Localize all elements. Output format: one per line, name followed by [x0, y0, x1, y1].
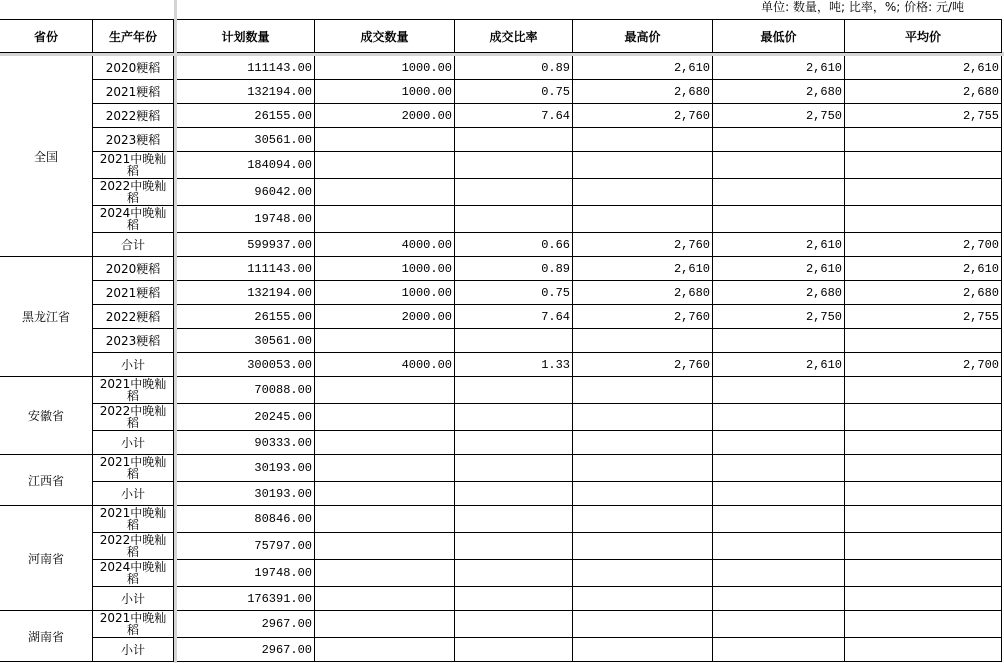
- deal-qty-cell: [315, 533, 455, 560]
- avg-price-cell: [845, 431, 1002, 455]
- avg-price-cell: 2,755: [845, 305, 1002, 329]
- year-label: 2022中晚籼稻: [99, 179, 167, 205]
- min-price-cell: 2,680: [713, 80, 845, 104]
- deal-ratio-cell: 7.64: [455, 104, 573, 128]
- year-cell: 2023粳稻: [93, 128, 174, 152]
- min-price-cell: [713, 404, 845, 431]
- plan-qty-cell: 80846.00: [177, 506, 315, 533]
- deal-ratio-cell: [455, 404, 573, 431]
- plan-qty-cell: 30193.00: [177, 482, 315, 506]
- plan-qty-cell: 75797.00: [177, 533, 315, 560]
- plan-qty-cell: 132194.00: [177, 281, 315, 305]
- avg-price-cell: 2,680: [845, 80, 1002, 104]
- avg-price-cell: [845, 611, 1002, 638]
- max-price-cell: [573, 431, 713, 455]
- avg-price-cell: 2,680: [845, 281, 1002, 305]
- plan-qty-cell: 132194.00: [177, 80, 315, 104]
- min-price-cell: [713, 179, 845, 206]
- plan-qty-cell: 26155.00: [177, 305, 315, 329]
- year-cell: [93, 377, 174, 404]
- year-label: 2021中晚籼稻: [99, 377, 167, 403]
- min-price-cell: 2,610: [713, 56, 845, 80]
- year-cell: 2022粳稻: [93, 104, 174, 128]
- deal-qty-cell: 2000.00: [315, 104, 455, 128]
- min-price-cell: [713, 152, 845, 179]
- max-price-cell: 2,760: [573, 353, 713, 377]
- max-price-cell: [573, 404, 713, 431]
- year-label: 2022中晚籼稻: [99, 533, 167, 559]
- year-cell: 小计: [93, 587, 174, 611]
- deal-ratio-cell: [455, 638, 573, 662]
- deal-qty-cell: [315, 638, 455, 662]
- deal-qty-cell: [315, 377, 455, 404]
- plan-qty-cell: 111143.00: [177, 257, 315, 281]
- plan-qty-cell: 19748.00: [177, 560, 315, 587]
- deal-ratio-cell: 0.89: [455, 257, 573, 281]
- year-cell: [93, 611, 174, 638]
- max-price-cell: [573, 377, 713, 404]
- deal-ratio-cell: [455, 482, 573, 506]
- avg-price-cell: 2,610: [845, 56, 1002, 80]
- deal-qty-cell: [315, 152, 455, 179]
- year-cell: [93, 206, 174, 233]
- year-cell: 小计: [93, 482, 174, 506]
- max-price-cell: [573, 482, 713, 506]
- deal-ratio-cell: [455, 377, 573, 404]
- year-cell: 2020粳稻: [93, 56, 174, 80]
- avg-price-cell: [845, 404, 1002, 431]
- max-price-cell: 2,760: [573, 305, 713, 329]
- min-price-cell: 2,750: [713, 104, 845, 128]
- header-avg-price: 平均价: [845, 19, 1002, 53]
- province-cell: 江西省: [0, 455, 93, 506]
- deal-qty-cell: [315, 128, 455, 152]
- max-price-cell: [573, 587, 713, 611]
- year-cell: [93, 152, 174, 179]
- deal-qty-cell: [315, 455, 455, 482]
- avg-price-cell: [845, 533, 1002, 560]
- deal-qty-cell: [315, 506, 455, 533]
- max-price-cell: 2,760: [573, 233, 713, 257]
- max-price-cell: 2,680: [573, 80, 713, 104]
- year-label: 2021中晚籼稻: [99, 611, 167, 637]
- min-price-cell: 2,610: [713, 353, 845, 377]
- deal-ratio-cell: [455, 179, 573, 206]
- avg-price-cell: [845, 506, 1002, 533]
- avg-price-cell: [845, 179, 1002, 206]
- avg-price-cell: [845, 638, 1002, 662]
- max-price-cell: [573, 128, 713, 152]
- year-cell: [93, 560, 174, 587]
- min-price-cell: [713, 638, 845, 662]
- deal-ratio-cell: 0.75: [455, 80, 573, 104]
- deal-qty-cell: 4000.00: [315, 353, 455, 377]
- deal-ratio-cell: [455, 455, 573, 482]
- province-cell: 湖南省: [0, 611, 93, 662]
- max-price-cell: [573, 506, 713, 533]
- year-cell: 小计: [93, 431, 174, 455]
- min-price-cell: [713, 377, 845, 404]
- year-label: 2021中晚籼稻: [99, 455, 167, 481]
- year-cell: 2023粳稻: [93, 329, 174, 353]
- year-cell: 2020粳稻: [93, 257, 174, 281]
- plan-qty-cell: 20245.00: [177, 404, 315, 431]
- avg-price-cell: 2,755: [845, 104, 1002, 128]
- min-price-cell: 2,680: [713, 281, 845, 305]
- max-price-cell: 2,610: [573, 56, 713, 80]
- min-price-cell: [713, 533, 845, 560]
- deal-qty-cell: 1000.00: [315, 56, 455, 80]
- year-cell: [93, 455, 174, 482]
- deal-qty-cell: [315, 179, 455, 206]
- year-cell: 小计: [93, 353, 174, 377]
- deal-qty-cell: [315, 431, 455, 455]
- max-price-cell: [573, 611, 713, 638]
- plan-qty-cell: 70088.00: [177, 377, 315, 404]
- deal-ratio-cell: [455, 611, 573, 638]
- min-price-cell: [713, 587, 845, 611]
- plan-qty-cell: 2967.00: [177, 638, 315, 662]
- header-province: 省份: [0, 19, 93, 53]
- avg-price-cell: [845, 482, 1002, 506]
- plan-qty-cell: 2967.00: [177, 611, 315, 638]
- min-price-cell: [713, 206, 845, 233]
- max-price-cell: [573, 206, 713, 233]
- avg-price-cell: [845, 152, 1002, 179]
- max-price-cell: [573, 329, 713, 353]
- province-cell: 黑龙江省: [0, 257, 93, 377]
- avg-price-cell: [845, 128, 1002, 152]
- avg-price-cell: 2,700: [845, 353, 1002, 377]
- max-price-cell: 2,760: [573, 104, 713, 128]
- min-price-cell: 2,750: [713, 305, 845, 329]
- max-price-cell: [573, 152, 713, 179]
- max-price-cell: 2,610: [573, 257, 713, 281]
- header-max-price: 最高价: [573, 19, 713, 53]
- year-cell: 2022粳稻: [93, 305, 174, 329]
- plan-qty-cell: 30561.00: [177, 128, 315, 152]
- avg-price-cell: [845, 587, 1002, 611]
- deal-qty-cell: [315, 206, 455, 233]
- deal-ratio-cell: [455, 128, 573, 152]
- deal-ratio-cell: 7.64: [455, 305, 573, 329]
- deal-qty-cell: 1000.00: [315, 281, 455, 305]
- avg-price-cell: 2,700: [845, 233, 1002, 257]
- header-plan-qty: 计划数量: [177, 19, 315, 53]
- min-price-cell: [713, 560, 845, 587]
- plan-qty-cell: 19748.00: [177, 206, 315, 233]
- max-price-cell: 2,680: [573, 281, 713, 305]
- deal-qty-cell: [315, 611, 455, 638]
- province-cell: 安徽省: [0, 377, 93, 455]
- year-cell: 2021粳稻: [93, 80, 174, 104]
- deal-qty-cell: 1000.00: [315, 257, 455, 281]
- min-price-cell: [713, 431, 845, 455]
- year-label: 2024中晚籼稻: [99, 206, 167, 232]
- header-deal-qty: 成交数量: [315, 19, 455, 53]
- year-cell: [93, 506, 174, 533]
- year-cell: 2021粳稻: [93, 281, 174, 305]
- plan-qty-cell: 90333.00: [177, 431, 315, 455]
- min-price-cell: 2,610: [713, 233, 845, 257]
- year-cell: [93, 533, 174, 560]
- min-price-cell: [713, 482, 845, 506]
- deal-qty-cell: [315, 482, 455, 506]
- min-price-cell: [713, 506, 845, 533]
- deal-qty-cell: [315, 329, 455, 353]
- avg-price-cell: 2,610: [845, 257, 1002, 281]
- plan-qty-cell: 30561.00: [177, 329, 315, 353]
- max-price-cell: [573, 179, 713, 206]
- plan-qty-cell: 599937.00: [177, 233, 315, 257]
- avg-price-cell: [845, 560, 1002, 587]
- province-cell: 河南省: [0, 506, 93, 611]
- year-label: 2024中晚籼稻: [99, 560, 167, 586]
- deal-qty-cell: 1000.00: [315, 80, 455, 104]
- max-price-cell: [573, 560, 713, 587]
- plan-qty-cell: 176391.00: [177, 587, 315, 611]
- deal-ratio-cell: [455, 533, 573, 560]
- deal-ratio-cell: [455, 431, 573, 455]
- max-price-cell: [573, 455, 713, 482]
- deal-qty-cell: [315, 404, 455, 431]
- deal-qty-cell: [315, 560, 455, 587]
- min-price-cell: 2,610: [713, 257, 845, 281]
- avg-price-cell: [845, 329, 1002, 353]
- deal-ratio-cell: [455, 206, 573, 233]
- plan-qty-cell: 26155.00: [177, 104, 315, 128]
- province-cell: 全国: [0, 56, 93, 257]
- deal-ratio-cell: 1.33: [455, 353, 573, 377]
- plan-qty-cell: 96042.00: [177, 179, 315, 206]
- deal-ratio-cell: [455, 329, 573, 353]
- avg-price-cell: [845, 377, 1002, 404]
- deal-ratio-cell: [455, 152, 573, 179]
- header-min-price: 最低价: [713, 19, 845, 53]
- min-price-cell: [713, 128, 845, 152]
- deal-ratio-cell: [455, 560, 573, 587]
- header-deal-ratio: 成交比率: [455, 19, 573, 53]
- deal-ratio-cell: 0.89: [455, 56, 573, 80]
- header-year: 生产年份: [93, 19, 174, 53]
- min-price-cell: [713, 329, 845, 353]
- unit-note: 单位: 数量，吨; 比率，%; 价格: 元/吨: [761, 0, 964, 14]
- min-price-cell: [713, 611, 845, 638]
- year-cell: [93, 179, 174, 206]
- year-label: 2021中晚籼稻: [99, 152, 167, 178]
- year-cell: [93, 404, 174, 431]
- year-cell: 小计: [93, 638, 174, 662]
- max-price-cell: [573, 533, 713, 560]
- deal-ratio-cell: 0.66: [455, 233, 573, 257]
- year-cell: 合计: [93, 233, 174, 257]
- deal-qty-cell: 2000.00: [315, 305, 455, 329]
- min-price-cell: [713, 455, 845, 482]
- deal-ratio-cell: [455, 506, 573, 533]
- plan-qty-cell: 300053.00: [177, 353, 315, 377]
- avg-price-cell: [845, 455, 1002, 482]
- deal-ratio-cell: 0.75: [455, 281, 573, 305]
- deal-qty-cell: 4000.00: [315, 233, 455, 257]
- max-price-cell: [573, 638, 713, 662]
- plan-qty-cell: 184094.00: [177, 152, 315, 179]
- deal-ratio-cell: [455, 587, 573, 611]
- year-label: 2021中晚籼稻: [99, 506, 167, 532]
- plan-qty-cell: 30193.00: [177, 455, 315, 482]
- year-label: 2022中晚籼稻: [99, 404, 167, 430]
- deal-qty-cell: [315, 587, 455, 611]
- plan-qty-cell: 111143.00: [177, 56, 315, 80]
- avg-price-cell: [845, 206, 1002, 233]
